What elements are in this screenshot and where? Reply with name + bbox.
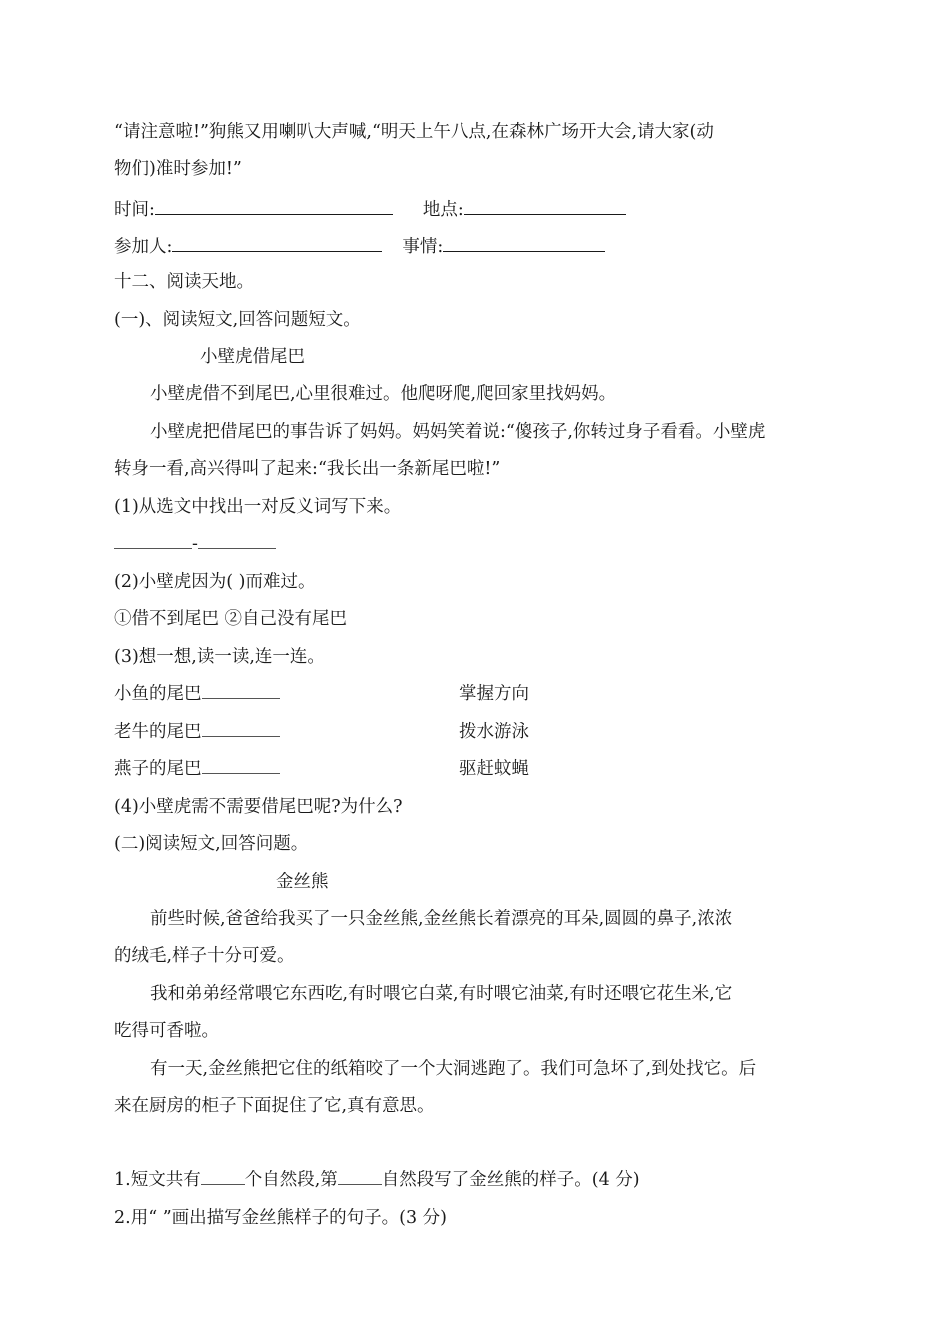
story-2-paragraph-2b: 吃得可香啦。: [114, 1021, 219, 1041]
story-2-paragraph-2a: 我和弟弟经常喂它东西吃,有时喂它白菜,有时喂它油菜,有时还喂它花生米,它: [150, 984, 733, 1004]
match-blank-1[interactable]: [202, 682, 280, 699]
time-answer-line[interactable]: [155, 196, 393, 215]
match-right-1: 掌握方向: [459, 684, 529, 704]
story-1-paragraph-2a: 小壁虎把借尾巴的事告诉了妈妈。妈妈笑着说:“傻孩子,你转过身子看看。小壁虎: [150, 422, 766, 442]
match-right-3: 驱赶蚊蝇: [459, 759, 529, 779]
antonym-blank-2[interactable]: [198, 532, 276, 549]
match-blank-2[interactable]: [202, 720, 280, 737]
match-right-2: 拨水游泳: [459, 722, 529, 742]
story-2-paragraph-1a: 前些时候,爸爸给我买了一只金丝熊,金丝熊长着漂亮的耳朵,圆圆的鼻子,浓浓: [150, 909, 733, 929]
question-1-2-options: ①借不到尾巴 ②自己没有尾巴: [114, 609, 348, 629]
part-1-heading: (一)、阅读短文,回答问题短文。: [114, 310, 361, 330]
section-12-heading: 十二、阅读天地。: [114, 272, 254, 292]
matter-label: 事情:: [402, 237, 444, 257]
paragraph-number-blank[interactable]: [338, 1168, 382, 1185]
question-1-1: (1)从选文中找出一对反义词写下来。: [114, 497, 402, 517]
question-1-3: (3)想一想,读一读,连一连。: [114, 647, 325, 667]
match-left-2: 老牛的尾巴: [114, 720, 280, 744]
question-1-2: (2)小壁虎因为( )而难过。: [114, 572, 316, 592]
story-2-paragraph-3a: 有一天,金丝熊把它住的纸箱咬了一个大洞逃跑了。我们可急坏了,到处找它。后: [150, 1059, 757, 1079]
story-1-paragraph-2b: 转身一看,高兴得叫了起来:“我长出一条新尾巴啦!”: [114, 459, 501, 479]
paragraph-count-blank[interactable]: [201, 1168, 245, 1185]
story-2-paragraph-1b: 的绒毛,样子十分可爱。: [114, 946, 295, 966]
match-blank-3[interactable]: [202, 757, 280, 774]
notice-line-2: 物们)准时参加!”: [114, 159, 242, 179]
antonym-dash: -: [192, 534, 198, 554]
part-2-heading: (二)阅读短文,回答问题。: [114, 834, 309, 854]
story-2-paragraph-3b: 来在厨房的柜子下面捉住了它,真有意思。: [114, 1096, 435, 1116]
antonym-answer-row: [114, 532, 276, 556]
place-label: 地点:: [422, 200, 464, 220]
story-1-paragraph-1: 小壁虎借不到尾巴,心里很难过。他爬呀爬,爬回家里找妈妈。: [150, 384, 617, 404]
place-answer-line[interactable]: [464, 196, 626, 215]
question-1-4: (4)小壁虎需不需要借尾巴呢?为什么?: [114, 797, 403, 817]
antonym-blank-1[interactable]: [114, 532, 192, 549]
participants-answer-line[interactable]: [172, 233, 382, 252]
story-1-title: 小壁虎借尾巴: [200, 347, 305, 367]
question-2-2: 2.用“ ”画出描写金丝熊样子的句子。(3 分): [114, 1208, 448, 1228]
participants-label: 参加人:: [114, 237, 173, 257]
participants-matter-row: [114, 233, 605, 259]
match-left-1: 小鱼的尾巴: [114, 682, 280, 706]
story-2-title: 金丝熊: [276, 872, 329, 892]
time-label: 时间:: [114, 200, 155, 220]
notice-line-1: “请注意啦!”狗熊又用喇叭大声喊,“明天上午八点,在森林广场开大会,请大家(动: [114, 122, 714, 142]
question-2-1: 1.短文共有 个自然段,第 自然段写了金丝熊的样子。(4 分): [114, 1170, 640, 1190]
match-left-3: 燕子的尾巴: [114, 757, 280, 781]
time-place-row: [114, 196, 626, 222]
matter-answer-line[interactable]: [443, 233, 605, 252]
